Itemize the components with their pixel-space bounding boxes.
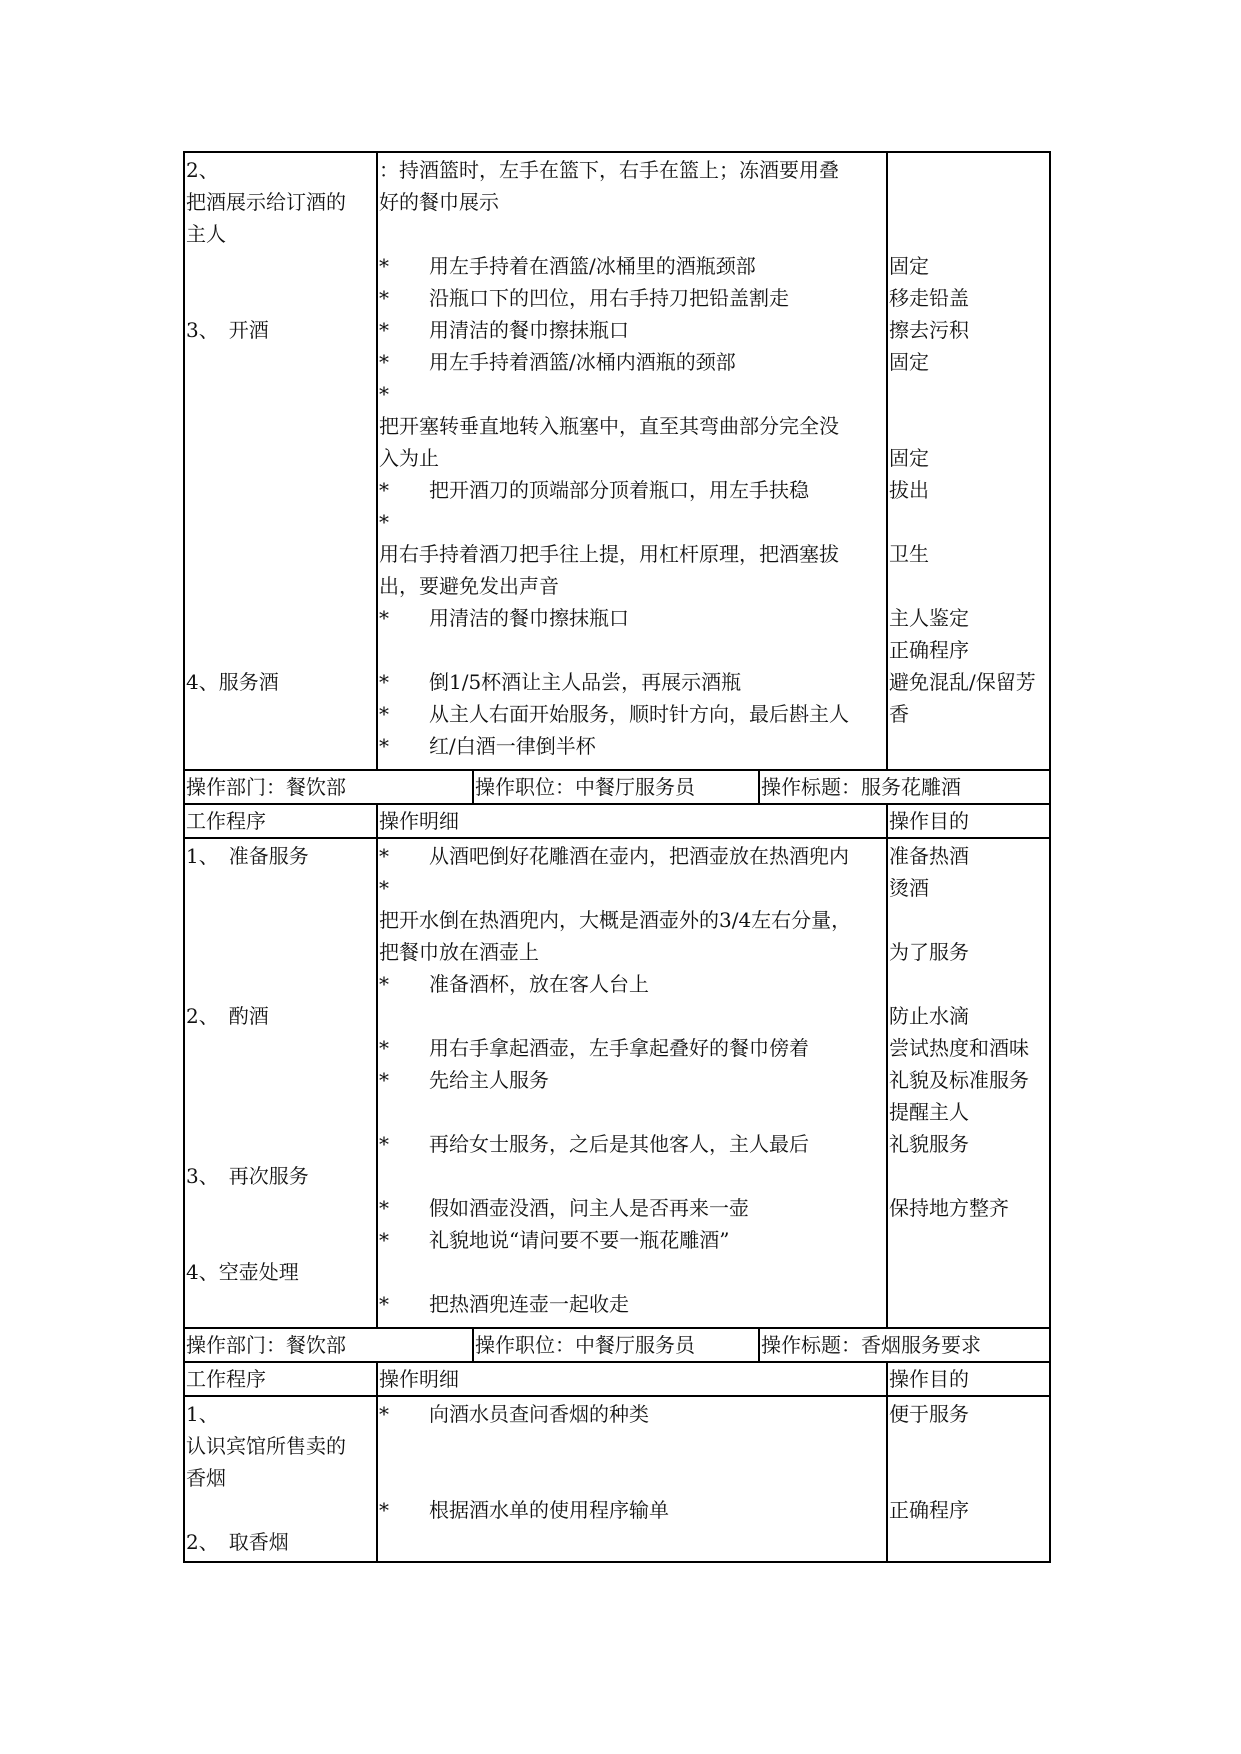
step3-detail: 把开塞转垂直地转入瓶塞中，直至其弯曲部分完全没 [379,414,839,438]
header-dept: 操作部门：餐饮部 [186,1333,346,1357]
step3-detail: * 用左手持着在酒篮/冰桶里的酒瓶颈部 [379,254,756,278]
column-detail: 操作明细 [379,1367,459,1391]
column-procedure: 工作程序 [186,809,266,833]
purpose-line: 保持地方整齐 [889,1196,1009,1220]
header-position: 操作职位：中餐厅服务员 [475,1333,695,1357]
step3-purpose: 卫生 [889,542,929,566]
column-detail: 操作明细 [379,809,459,833]
step2-title: 2、 取香烟 [186,1530,289,1554]
step4-purpose: 香 [889,702,909,726]
step2-detail-line2: 好的餐巾展示 [379,190,499,214]
purpose-line: 尝试热度和酒味 [889,1036,1029,1060]
detail-line: 把开水倒在热酒兜内，大概是酒壶外的3/4左右分量， [379,908,852,932]
step4-detail: * 红/白酒一律倒半杯 [379,734,596,758]
step3-purpose: 擦去污积 [889,318,969,342]
step-title: 2、 酌酒 [186,1004,269,1028]
step3-detail: 出，要避免发出声音 [379,574,559,598]
step-title: 3、 再次服务 [186,1164,309,1188]
step2-title-line3: 主人 [186,222,226,246]
detail-line: * [379,876,389,900]
step1-title-line2: 认识宾馆所售卖的 [186,1434,346,1458]
step3-detail: 用右手持着酒刀把手往上提，用杠杆原理，把酒塞拔 [379,542,839,566]
header-title: 操作标题：香烟服务要求 [761,1333,981,1357]
column-procedure: 工作程序 [186,1367,266,1391]
purpose-line: 提醒主人 [889,1100,969,1124]
detail-line: * 假如酒壶没酒，问主人是否再来一壶 [379,1196,749,1220]
column-purpose: 操作目的 [889,809,969,833]
purpose-line: 便于服务 [889,1402,969,1426]
detail-line: * 再给女士服务，之后是其他客人，主人最后 [379,1132,809,1156]
step3-purpose: 移走铅盖 [889,286,969,310]
detail-line: * 从酒吧倒好花雕酒在壶内，把酒壶放在热酒兜内 [379,844,849,868]
step3-detail: * 把开酒刀的顶端部分顶着瓶口，用左手扶稳 [379,478,809,502]
step-title: 4、空壶处理 [186,1260,299,1284]
step4-detail: * 从主人右面开始服务，顺时针方向，最后斟主人 [379,702,849,726]
step3-detail: 入为止 [379,446,439,470]
step4-purpose: 避免混乱/保留芳 [889,670,1036,694]
step3-purpose: 固定 [889,446,929,470]
purpose-line: 礼貌服务 [889,1132,969,1156]
detail-line: * 礼貌地说“请问要不要一瓶花雕酒” [379,1228,730,1252]
purpose-line: 准备热酒 [889,844,969,868]
step1-title-line1: 1、 [186,1402,219,1426]
purpose-line: 为了服务 [889,940,969,964]
step3-detail: * 用左手持着酒篮/冰桶内酒瓶的颈部 [379,350,736,374]
detail-line: * 把热酒兜连壶一起收走 [379,1292,629,1316]
purpose-line: 防止水滴 [889,1004,969,1028]
step2-title-line1: 2、 [186,158,219,182]
step3-purpose: 固定 [889,350,929,374]
detail-line: * 向酒水员查问香烟的种类 [379,1402,649,1426]
step2-detail-line1: ：持酒篮时，左手在篮下，右手在篮上；冻酒要用叠 [379,158,839,182]
detail-line: * 根据酒水单的使用程序输单 [379,1498,669,1522]
step1-title-line3: 香烟 [186,1466,226,1490]
detail-line: 把餐巾放在酒壶上 [379,940,539,964]
purpose-line: 烫酒 [889,876,929,900]
step3-detail: * 沿瓶口下的凹位，用右手持刀把铅盖割走 [379,286,789,310]
step2-title-line2: 把酒展示给订酒的 [186,190,346,214]
column-purpose: 操作目的 [889,1367,969,1391]
step3-purpose: 拔出 [889,478,929,502]
step3-detail: * [379,510,389,534]
step3-detail: * 用清洁的餐巾擦抹瓶口 [379,606,629,630]
step4-title: 4、服务酒 [186,670,279,694]
step3-purpose: 固定 [889,254,929,278]
purpose-line: 正确程序 [889,1498,969,1522]
step-title: 1、 准备服务 [186,844,309,868]
detail-line: * 先给主人服务 [379,1068,549,1092]
step4-purpose: 正确程序 [889,638,969,662]
step4-purpose: 主人鉴定 [889,606,969,630]
header-title: 操作标题：服务花雕酒 [761,775,961,799]
detail-line: * 准备酒杯，放在客人台上 [379,972,649,996]
step3-title: 3、 开酒 [186,318,269,342]
header-dept: 操作部门：餐饮部 [186,775,346,799]
step3-detail: * 用清洁的餐巾擦抹瓶口 [379,318,629,342]
purpose-line: 礼貌及标准服务 [889,1068,1029,1092]
header-position: 操作职位：中餐厅服务员 [475,775,695,799]
detail-line: * 用右手拿起酒壶，左手拿起叠好的餐巾傍着 [379,1036,809,1060]
step4-detail: * 倒1/5杯酒让主人品尝，再展示酒瓶 [379,670,742,694]
step3-detail: * [379,382,389,406]
